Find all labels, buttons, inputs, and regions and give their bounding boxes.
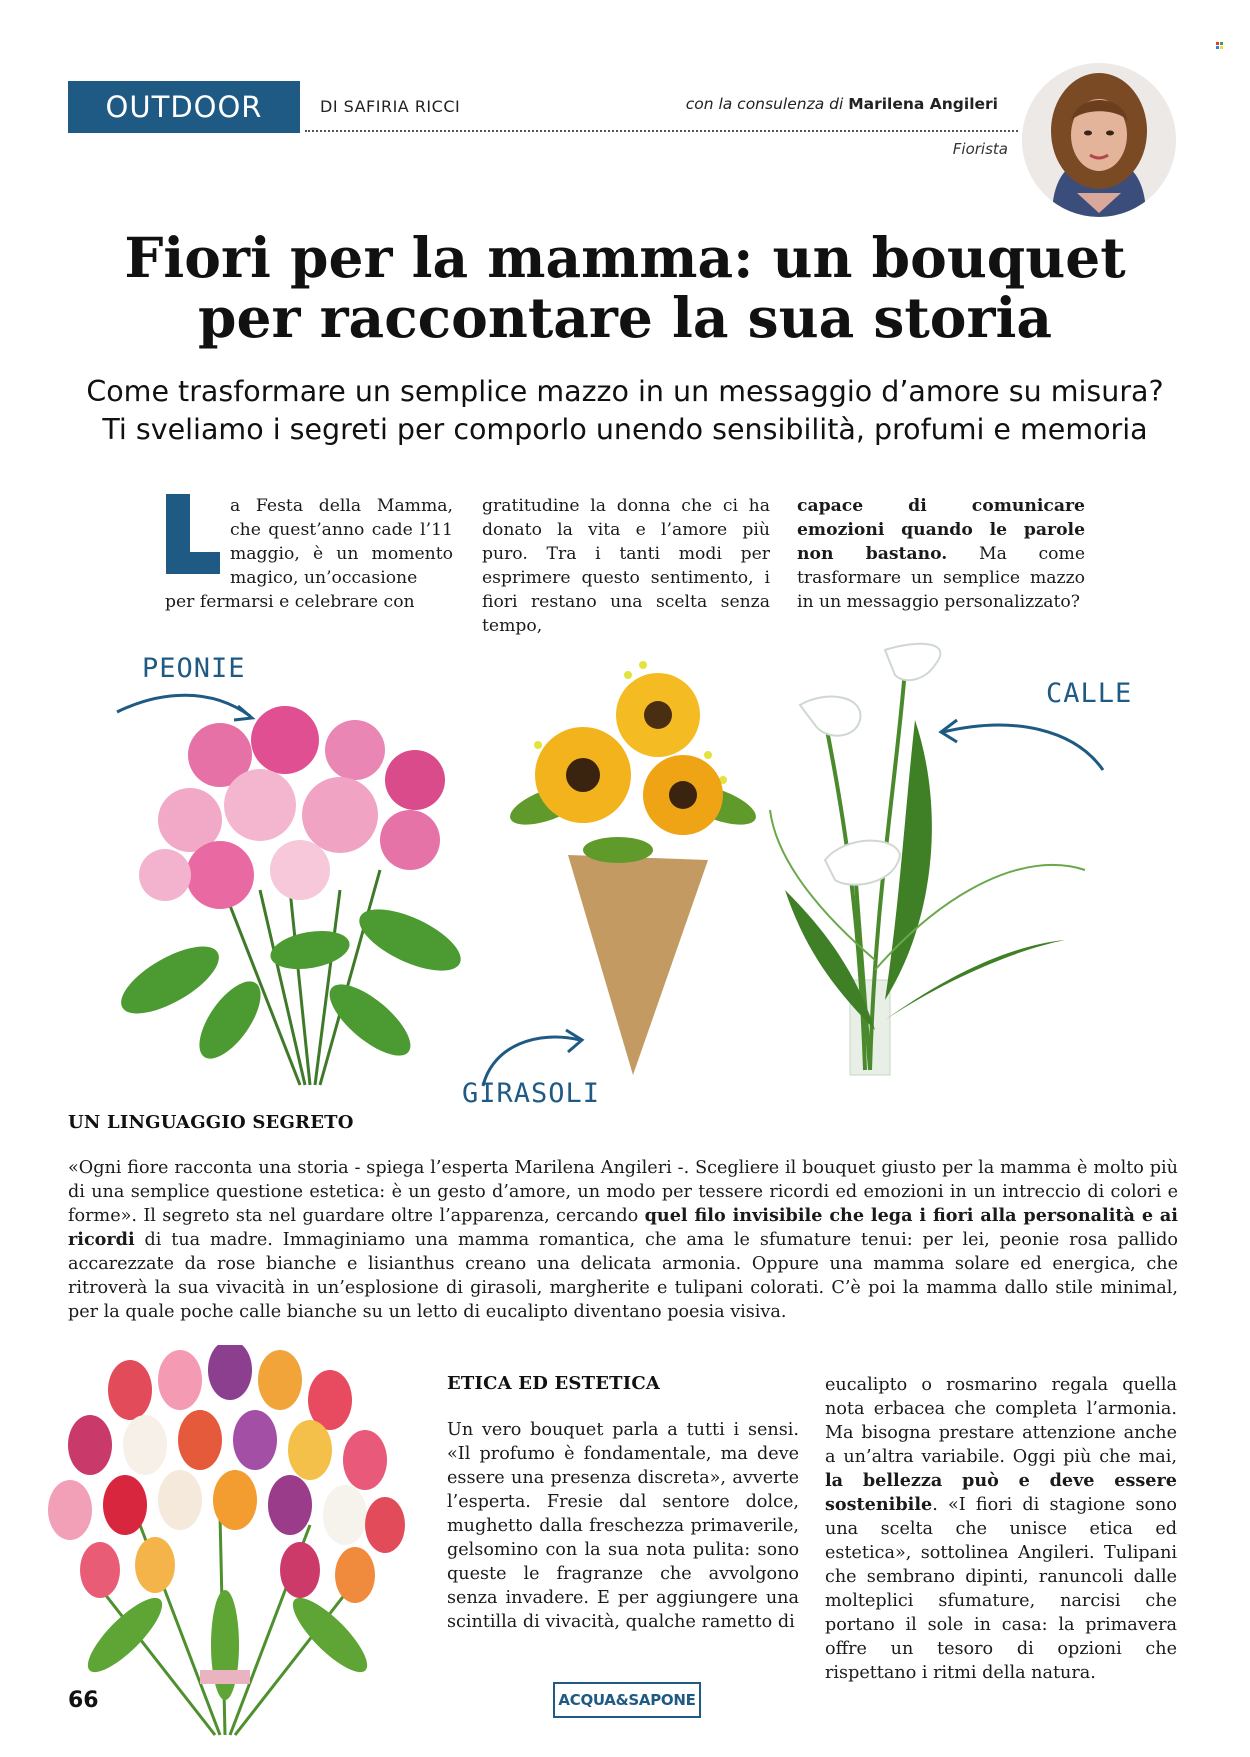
title-line-1: Fiori per la mamma: un bouquet: [124, 225, 1126, 290]
consult-name: Marilena Angileri: [848, 95, 998, 113]
calla-lilies-arrow: [935, 710, 1110, 775]
sunflowers-label: GIRASOLI: [462, 1078, 601, 1109]
peonies-bouquet-illustration: [110, 690, 490, 1090]
intro-column-1: [165, 494, 453, 614]
consultant-role: Fiorista: [952, 140, 1008, 158]
intro-col3-bold: capace di comunicare emozioni quando le parole non bastano.: [797, 496, 1085, 564]
sec1-text-2: di tua madre. Immaginiamo una mamma romantica, che ama le sfumature tenui: per lei, peonie rosa pallido accarezzate da rose bianche e lisianthus creano una delicata armonia. Oppure una mamma solare ed energica, che ritroverà la sua vivacità in un’esplosione di girasoli, margherite e tulipani colorati. C’è poi la mamma dallo stile minimal, per la quale poche calle bianche su un letto di eucalipto diventano poesia visiva.: [68, 1230, 1178, 1322]
intro-column-3: [797, 494, 1085, 614]
subtitle-line-1: Come trasformare un semplice mazzo in un messaggio d’amore su misura?: [86, 375, 1164, 408]
intro-column-2: gratitudine la donna che ci ha donato la vita e l’amore più puro. Tra i tanti modi per esprimere questo sentimento, i fiori restano una scelta senza tempo,: [482, 496, 770, 636]
page-number: 66: [68, 1688, 99, 1713]
section-body-etica-col1: Un vero bouquet parla a tutti i sensi. «Il profumo è fondamentale, ma deve essere una presenza discreta», avverte l’esperta. Fresie dal sentore dolce, mughetto dalla freschezza primaverile, gelsomino con la sua nota pulita: sono queste le fragranze che avvolgono senza invadere. E per aggiungere una scintilla di vivacità, qualche rametto di: [447, 1420, 800, 1632]
corner-color-mark: [1216, 34, 1223, 41]
section-body-etica-col2: eucalipto o rosmarino regala quella nota erbacea che completa l’armonia. Ma bisogna prestare attenzione anche a un’altra variabile. Oggi più che mai, la bellezza può e deve essere sostenibile. «I fiori di stagione sono una scelta che unisce etica ed estetica», sottolinea Angileri. Tulipani che sembrano dipinti, ranuncoli dalle molteplici sfumature, narcisi che portano il sole in casa: la primavera offre un tesoro di opzioni che rispettano i ritmi della natura.: [825, 1375, 1178, 1683]
intro-col1-tail: per fermarsi e celebrare con: [165, 592, 415, 612]
section-heading-etica: ETICA ED ESTETICA: [447, 1373, 661, 1394]
section-body-linguaggio: [68, 1156, 1178, 1324]
expert-portrait-photo: [1022, 63, 1176, 217]
calla-lilies-label: CALLE: [1046, 678, 1133, 709]
peonies-label: PEONIE: [142, 653, 246, 684]
byline: DI SAFIRIA RICCI: [320, 97, 461, 116]
section-tag: OUTDOOR: [68, 81, 300, 133]
sec1-bold: quel filo invisibile che lega i fiori alla personalità e ai ricordi: [68, 1205, 1178, 1250]
intro-col3-text: Ma come trasformare un semplice mazzo in un messaggio personalizzato?: [797, 544, 1085, 612]
dotted-rule: [305, 130, 1018, 132]
article-title: [80, 225, 1170, 350]
sec1-text-1: «Ogni fiore racconta una storia - spiega l’esperta Marilena Angileri -. Scegliere il bouquet giusto per la mamma è molto più di una semplice questione estetica: è un gesto d’amore, un modo per tessere ricordi ed emozioni in un intreccio di colori e forme». Il segreto sta nel guardare oltre l’apparenza, cercando: [68, 1158, 1178, 1226]
peonies-arrow: [112, 688, 262, 724]
drop-cap-letter: L: [193, 544, 194, 545]
title-line-2: per raccontare la sua storia: [198, 285, 1052, 350]
subtitle-line-2: Ti sveliamo i segreti per comporlo unendo sensibilità, profumi e memoria: [102, 413, 1148, 446]
tulips-bouquet-illustration: [30, 1345, 425, 1740]
brand-logo: ACQUA&SAPONE: [553, 1682, 701, 1718]
consultant-credit: [686, 95, 998, 113]
article-subtitle: [80, 373, 1170, 449]
intro-col1-wrapped: a Festa della Mamma, che quest’anno cade l’11 maggio, è un momento magico, un’occasione: [230, 496, 453, 588]
consult-prefix: con la consulenza di: [685, 95, 844, 113]
section-heading-linguaggio: UN LINGUAGGIO SEGRETO: [68, 1112, 354, 1133]
